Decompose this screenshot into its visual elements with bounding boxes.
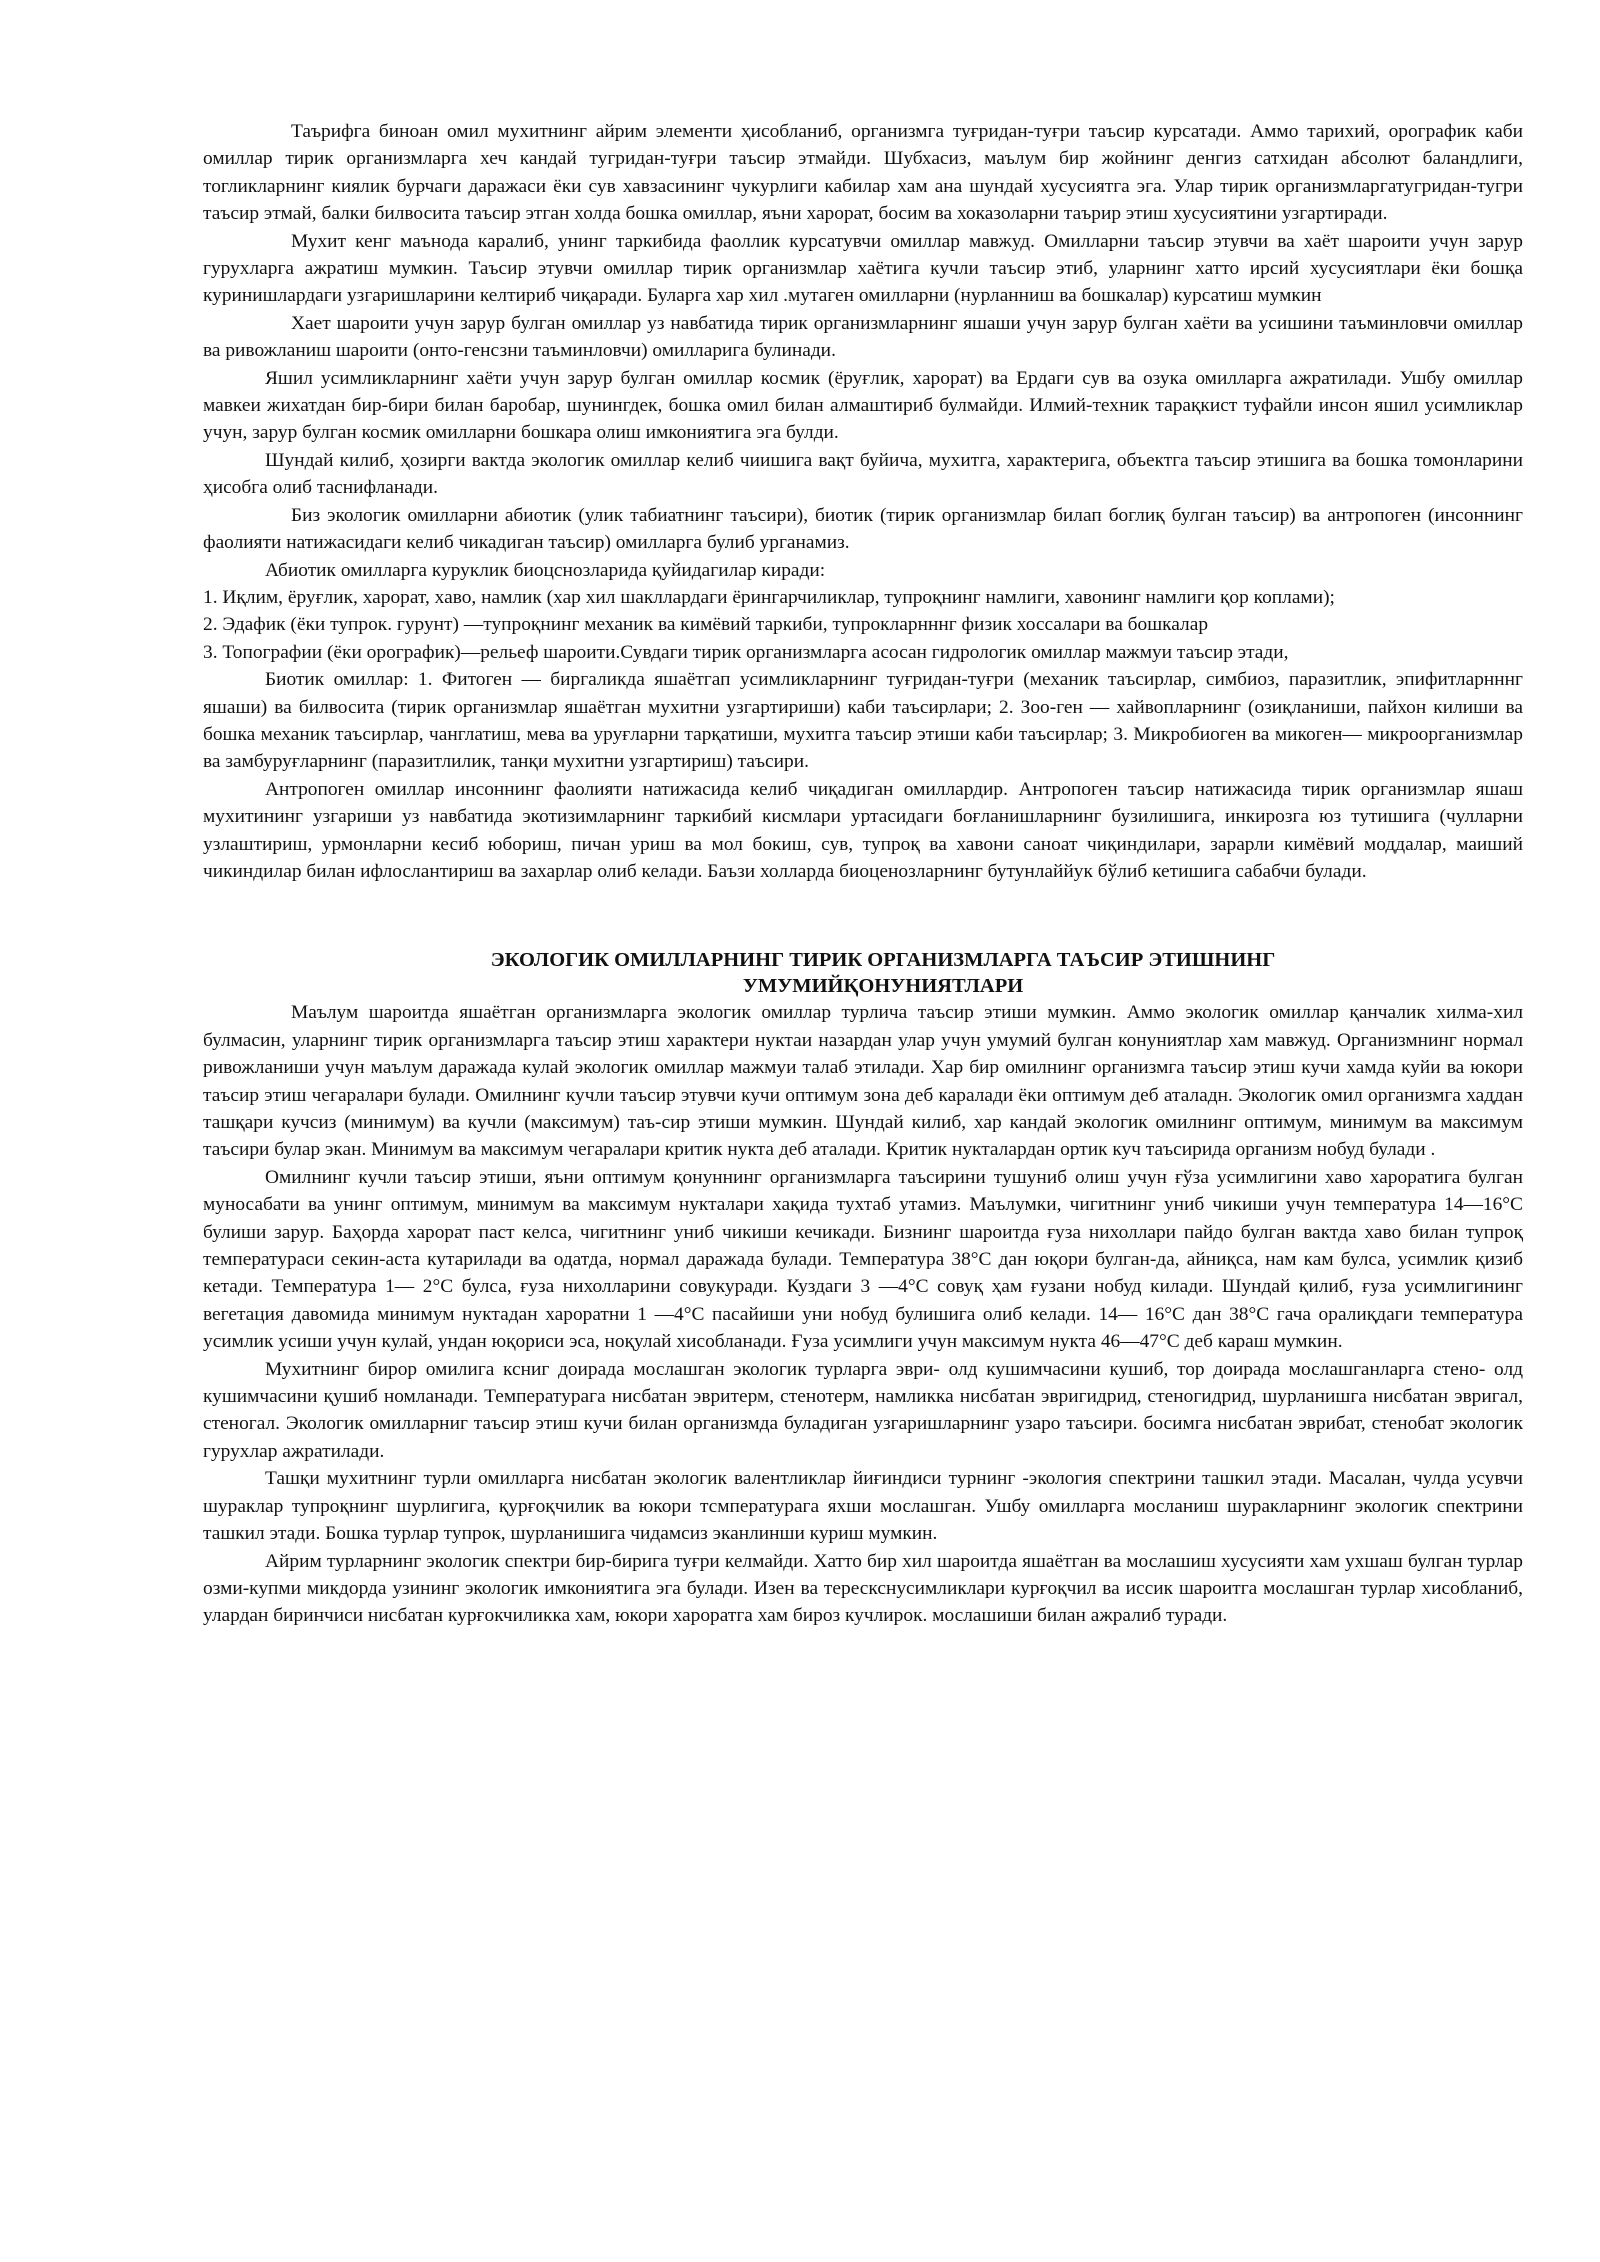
paragraph-classification: Шундай килиб, ҳозирги вактда экологик омиллар келиб чиишига вақт буйича, мухитга, характерига, объектга таъсир этишига ва бошка томонларини ҳисобга олиб таснифланади.	[203, 449, 1523, 499]
section-heading	[203, 947, 1523, 999]
list-item-climate: 1. Иқлим, ёруғлик, харорат, хаво, намлик (хар хил шакллардаги ёрингарчиликлар, тупроқнинг намлиги, хавонинг намлиги қор коплами);	[203, 586, 1335, 608]
paragraph-ecological-spectrum: Ташқи мухитнинг турли омилларга нисбатан экологик валентликлар йиғиндиси турнинг -экология спектрини ташкил этади. Масалан, чулда усувчи шураклар тупроқнинг шурлигига, қурғоқчилик ва юкори тсмпературага яхши мослашган. Ушбу омилларга мосланиш шуракларнинг экологик спектрини ташкил этади. Бошка турлар тупрок, шурланишига чидамсиз эканлинши куриш мумкин.	[203, 1468, 1523, 1545]
paragraph-general-laws: Маълум шароитда яшаётган организмларга экологик омиллар турлича таъсир этиши мумкин. Аммо экологик омиллар қанчалик хилма-хил булмасин, уларнинг тирик организмларга таъсир этиш характери нуктаи назардан улар учун умумий булган конуниятлар хам мавжуд. Организмнинг нормал ривожланиши учун маълум даражада кулай экологик омиллар мажмуи талаб этилади. Хар бир омилнинг организмга таъсир этиш кучи хамда куйи ва юкори таъсир этиш чегаралари булади. Омилнинг кучли таъсир этувчи кучи оптимум зона деб каралади ёки оптимум деб аталадн. Экологик омил организмга хаддан ташқари кучсиз (минимум) ва кучли (максимум) таъ-сир этиши мумкин. Шундай килиб, хар кандай экологик омилнинг оптимум, минимум ва максимум таъсири булар экан. Минимум ва максимум чегаралари критик нукта деб аталади. Критик нукталардан ортик куч таъсирида организм нобуд булади .	[203, 1002, 1523, 1161]
paragraph-anthropogenic: Антропоген омиллар инсоннинг фаолияти натижасида келиб чиқадиган омиллардир. Антропоген таъсир натижасида тирик организмлар яшаш мухитининг узгариши уз навбатида экотизимларнинг таркибий кисмлари уртасидаги боғланишларнинг бузилишига, инкирозга юз тутишига (чулларни узлаштириш, урмонларни кесиб юбориш, пичан уриш ва мол бокиш, сув, тупроқ ва хавони саноат чиқиндилари, зарарли кимёвий моддалар, маиший чикиндилар билан ифлослантириш ва захарлар олиб келади. Баъзи холларда биоценозларнинг бутунлаййук бўлиб кетишига сабабчи булади.	[203, 778, 1523, 882]
paragraph-species-spectra: Айрим турларнинг экологик спектри бир-бирига туғри келмайди. Хатто бир хил шароитда яшаётган ва мослашиш хусусияти хам ухшаш булган турлар озми-купми микдорда узининг экологик имкониятига эга булади. Изен ва терескснусимликлари курғоқчил ва иссик шароитга мослашган турлар хисобланиб, улардан биринчиси нисбатан курғокчиликка хам, юкори хароратга хам бироз кучлирок. мослашиши билан ажралиб туради.	[203, 1550, 1523, 1627]
paragraph-biotic: Биотик омиллар: 1. Фитоген — биргаликда яшаётгап усимликларнинг туғридан-туғри (механик таъсирлар, симбиоз, паразитлик, эпифитларнннг яшаши) ва билвосита (тирик организмлар яшаётган мухитни узгартириши) каби таъсирлари; 2. Зоо-ген — хайвопларнинг (озиқланиши, пайхон килиши ва бошка механик таъсирлар, чанглатиш, мева ва уруғларни тарқатиши, мухитга таъсир этиши каби таъсирлар; 3. Микробиоген ва микоген— микроорганизмлар ва замбуруғларнинг (паразитлилик, танқи мухитни узгартириш) таъсири.	[203, 669, 1523, 773]
paragraph-factor-groups: Биз экологик омилларни абиотик (улик табиатнинг таъсири), биотик (тирик организмлар билап боглиқ булган таъсир) ва антропоген (инсоннинг фаолияти натижасидаги келиб чикадиган таъсир) омилларга булиб урганамиз.	[203, 504, 1523, 554]
section-gap	[203, 885, 1523, 947]
paragraph-cotton-example: Омилнинг кучли таъсир этиши, яъни оптимум қонуннинг организмларга таъсирини тушуниб олиш учун ғўза усимлигини хаво хароратига булган муносабати ва унинг оптимум, минимум ва максимум нукталари хақида тухтаб утамиз. Маълумки, чигитнинг униб чикиши учун температура 14—16°С булиши зарур. Баҳорда харорат паст келса, чигитнинг униб чикиши кечикади. Бизнинг шароитда ғуза нихоллари пайдо булган вактда хаво билан тупроқ температураси секин-аста кутарилади ва одатда, нормал даражада булади. Температура 38°С дан юқори булган-да, айниқса, нам кам булса, усимлик қизиб кетади. Температура 1— 2°С булса, ғуза нихолларини совукуради. Куздаги 3 —4°С совуқ ҳам ғузани нобуд килади. Шундай қилиб, ғуза усимлигининг вегетация давомида минимум нуктадан хароратни 1 —4°С пасайиши уни нобуд булишига олиб келади. 14— 16°С дан 38°С гача оралиқдаги температура усимлик усиши учун кулай, ундан юқориси эса, ноқулай хисобланади. Ғуза усимлиги учун максимум нукта 46—47°С деб караш мумкин.	[203, 1166, 1523, 1353]
paragraph-life-conditions: Хает шароити учун зарур булган омиллар уз навбатида тирик организмларнинг яшаши учун зарур булган хаёти ва усишини таъминловчи омиллар ва ривожланиш шароити (онто-генсзни таъминловчи) омилларига булинади.	[203, 312, 1523, 362]
section-heading-line1: ЭКОЛОГИК ОМИЛЛАРНИНГ ТИРИК ОРГАНИЗМЛАРГА ТАЪСИР ЭТИШНИНГ	[490, 949, 1276, 972]
paragraph-eury-steno: Мухитнинг бирор омилига ксниг доирада мослашган экологик турларга эври- олд кушимчасини кушиб, тор доирада мослашганларга стено- олд кушимчасини қушиб номланади. Температурага нисбатан эвритерм, стенотерм, намликка нисбатан эвригидрид, стеногидрид, шурланишга нисбатан эвригал, стеногал. Экологик омилларниг таъсир этиш кучи билан организмда буладиган узгаришларнинг узаро таъсири. босимга нисбатан эврибат, стенобат экологик гурухлар ажратилади.	[203, 1358, 1523, 1462]
paragraph-abiotic-intro: Абиотик омилларга куруклик биоцснозларида қуйидагилар киради:	[265, 559, 826, 581]
section-heading-line2: УМУМИЙҚОНУНИЯТЛАРИ	[742, 975, 1024, 998]
paragraph-environment: Мухит кенг маънода каралиб, унинг таркибида фаоллик курсатувчи омиллар мавжуд. Омилларни таъсир этувчи ва хаёт шароити учун зарур гурухларга ажратиш мумкин. Таъсир этувчи омиллар тирик организмлар хаётига кучли таъсир этиб, уларнинг хатто ирсий хусусиятлари ёки бошқа куринишлардаги узгаришларини келтириб чиқаради. Буларга хар хил .мутаген омилларни (нурланниш ва бошкалар) курсатиш мумкин	[203, 230, 1523, 307]
document-page	[203, 118, 1523, 1630]
list-item-edaphic: 2. Эдафик (ёки тупрок. гурунт) —тупроқнинг механик ва кимёвий таркиби, тупрокларнннг физик хоссалари ва бошкалар	[203, 614, 1209, 636]
paragraph-green-plants: Яшил усимликларнинг хаёти учун зарур булган омиллар космик (ёруғлик, харорат) ва Ердаги сув ва озука омилларга ажратилади. Ушбу омиллар мавкеи жихатдан бир-бири билан баробар, шунингдек, бошка омил билан алмаштириб булмайди. Илмий-техник тарақкист туфайли инсон яшил усимликлар учун, зарур булган космик омилларни бошкара олиш имкониятига эга булди.	[203, 367, 1523, 444]
paragraph-definition: Таърифга биноан омил мухитнинг айрим элементи ҳисобланиб, организмга туғридан-туғри таъсир курсатади. Аммо тарихий, орографик каби омиллар тирик организмларга хеч кандай тугридан-туғри таъсир этмайди. Шубхасиз, маълум бир жойнинг денгиз сатхидан абсолют баландлиги, тогликларнинг киялик бурчаги даражаси ёки сув хавзасининг чукурлиги кабилар хам ана шундай хусусиятга эга. Улар тирик организмларгатугридан-тугри таъсир этмай, балки билвосита таъсир этган холда бошка омиллар, яъни харорат, босим ва хоказоларни таърир этиш хусусиятини узгартиради.	[203, 121, 1523, 225]
list-item-topographic: 3. Топографии (ёки орографик)—рельеф шароити.Сувдаги тирик организмларга асосан гидрологик омиллар мажмуи таъсир этади,	[203, 641, 1289, 663]
